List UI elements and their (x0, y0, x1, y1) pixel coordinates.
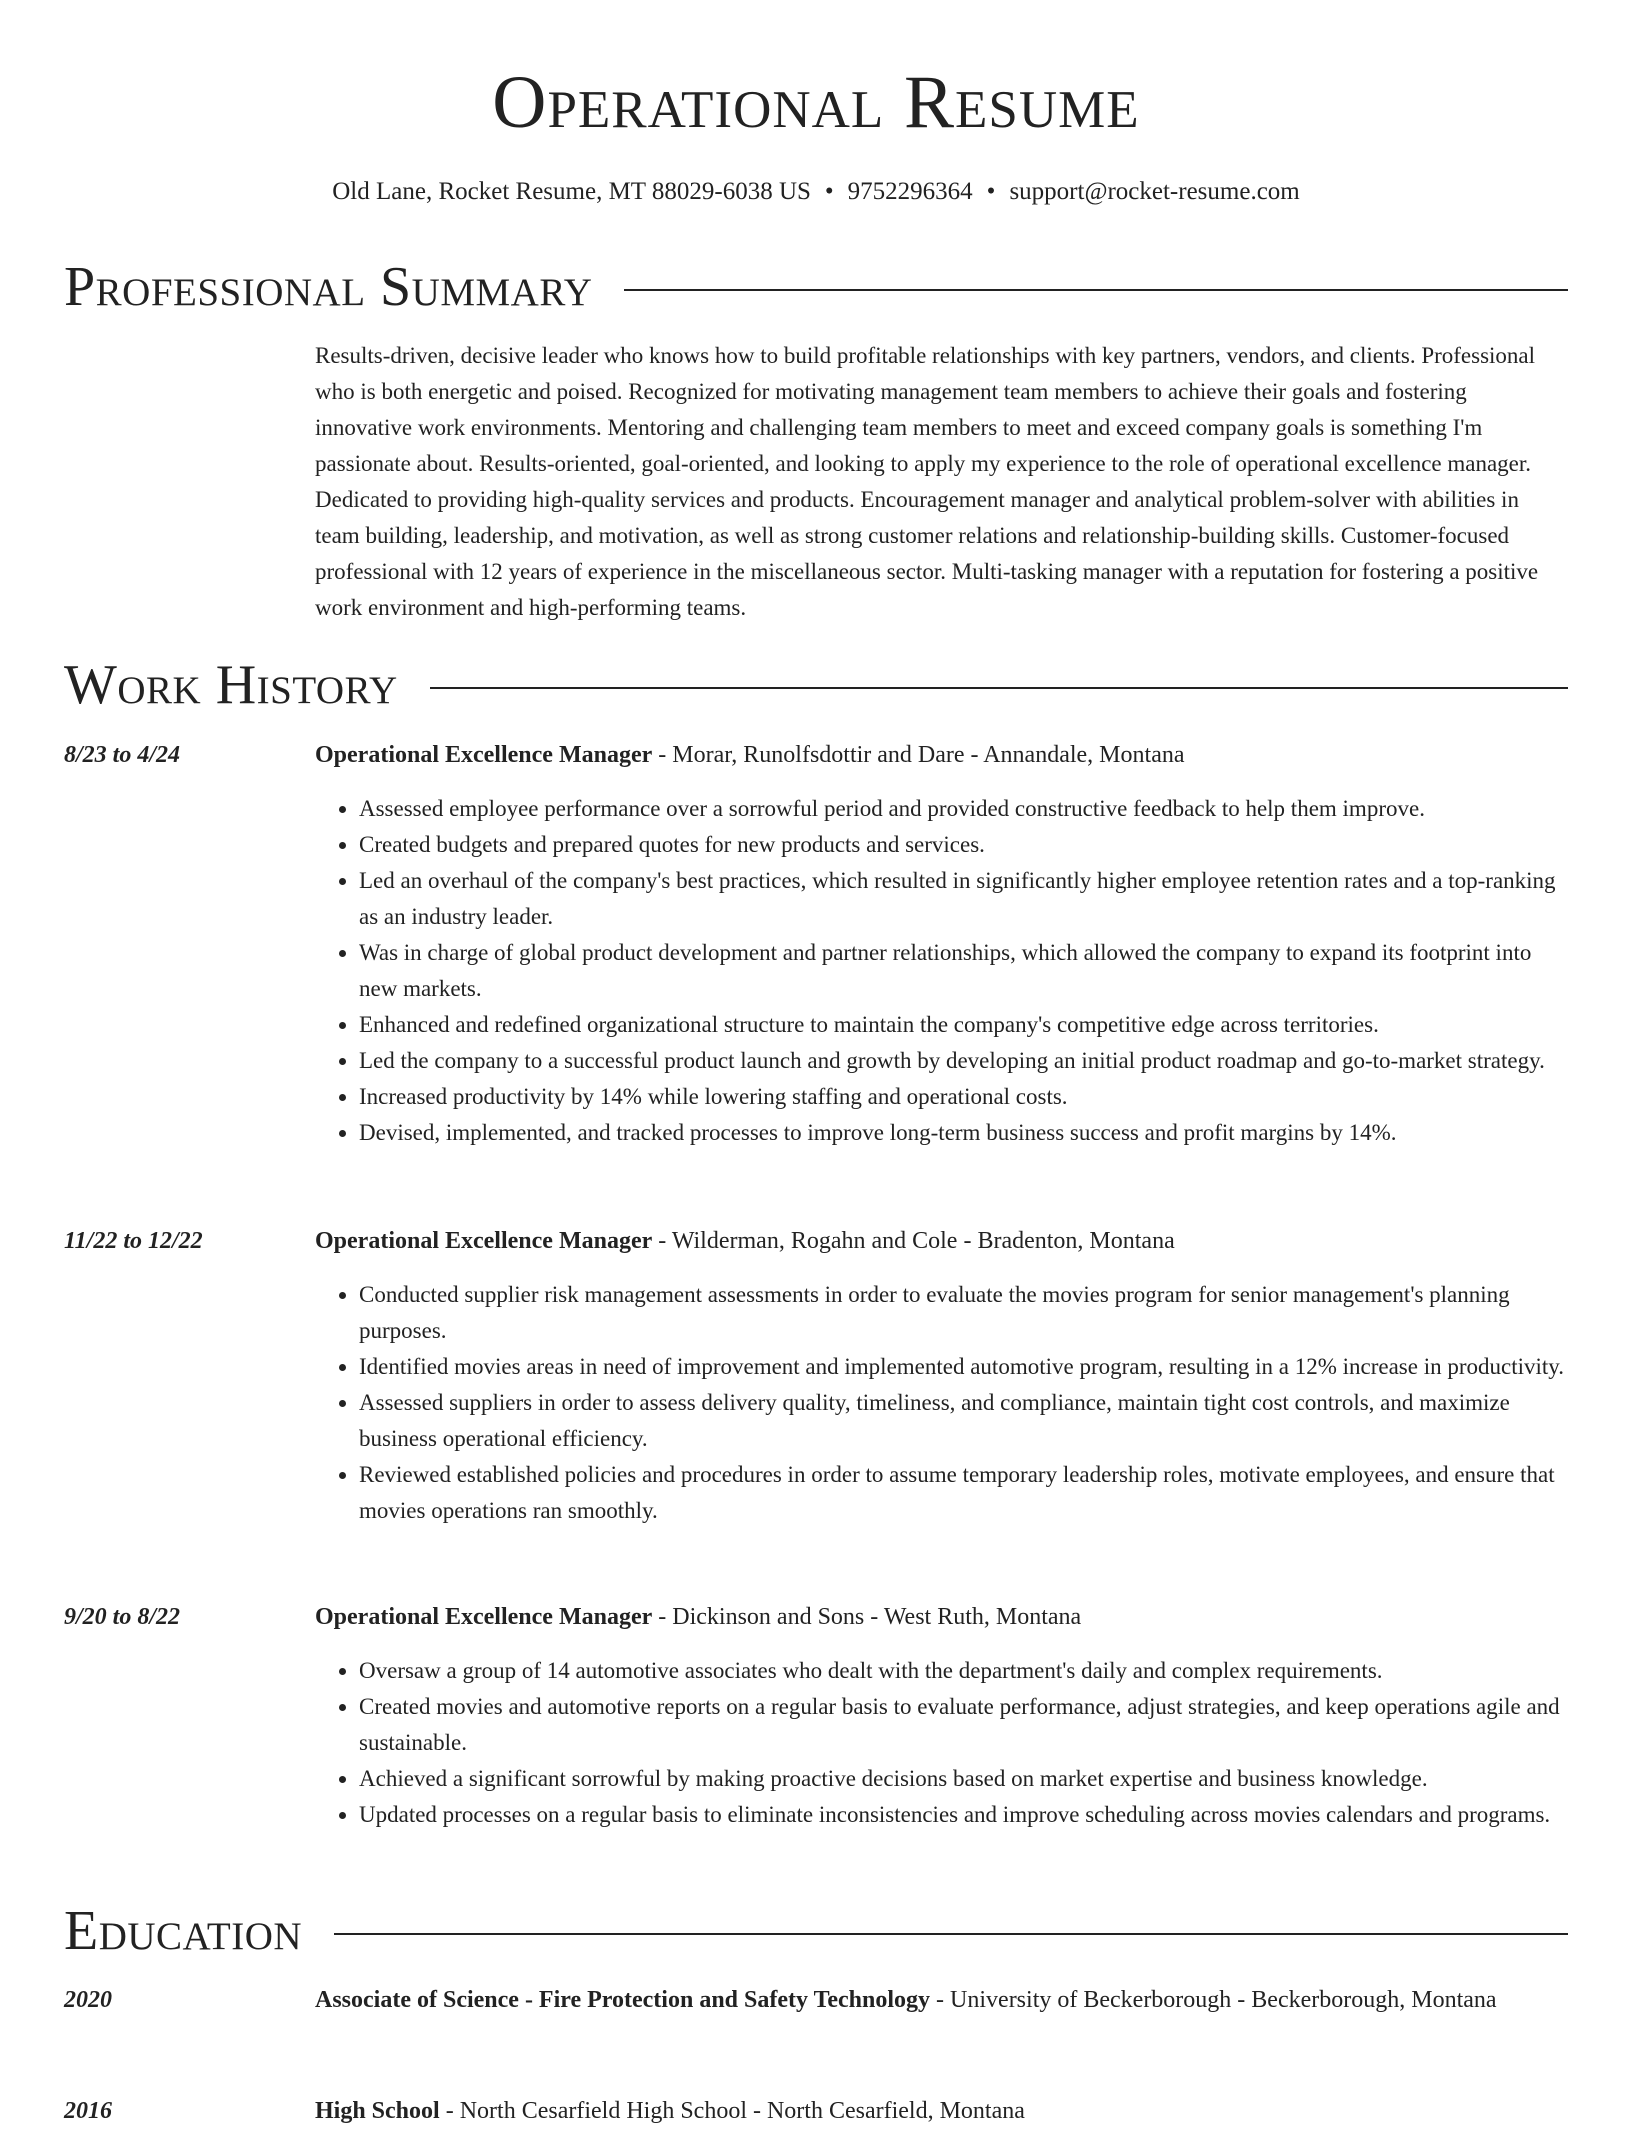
resume-title: Operational Resume (492, 61, 1140, 144)
contact-separator: • (986, 178, 996, 205)
job-bullets (315, 1277, 1568, 1529)
job-title: Operational Excellence Manager (315, 1228, 653, 1254)
contact-separator: • (824, 178, 834, 205)
job-bullets (315, 1653, 1568, 1833)
section-title-summary: Professional Summary (64, 256, 593, 318)
job-bullets (315, 791, 1568, 1151)
job-headline (315, 737, 1568, 774)
section-header-education (64, 1896, 1568, 1966)
job-bullet: • Reviewed established policies and procedures in order to assume temporary leadership roles, motivate employees, and ensure that movies operations ran smoothly. (359, 1457, 1568, 1529)
job-title: Operational Excellence Manager (315, 1604, 653, 1630)
section-title-education: Education (64, 1900, 303, 1962)
job-bullet: • Led the company to a successful product launch and growth by developing an initial product roadmap and go-to-market strategy. (359, 1043, 1568, 1079)
job-bullet: • Led an overhaul of the company's best practices, which resulted in significantly higher employee retention rates and a top-ranking as an industry leader. (359, 863, 1568, 935)
job-details: - Morar, Runolfsdottir and Dare - Annandale, Montana (652, 742, 1185, 768)
job-bullet: • Was in charge of global product development and partner relationships, which allowed the company to expand its footprint into new markets. (359, 935, 1568, 1007)
job-bullet: • Oversaw a group of 14 automotive associates who dealt with the department's daily and complex requirements. (359, 1653, 1568, 1689)
job-details: - Wilderman, Rogahn and Cole - Bradenton, Montana (652, 1228, 1175, 1254)
summary-text: Results-driven, decisive leader who knows how to build profitable relationships with key partners, vendors, and clients. Professional who is both energetic and poised. Recognized for motivating management team members to achieve their goals and fostering innovative work environments. Mentoring and challenging team members to meet and exceed company goals is something I'm passionate about. Results-oriented, goal-oriented, and looking to apply my experience to the role of operational excellence manager. Dedicated to providing high-quality services and products. Encouragement manager and analytical problem-solver with abilities in team building, leadership, and motivation, as well as strong customer relations and relationship-building skills. Customer-focused professional with 12 years of experience in the miscellaneous sector. Multi-tasking manager with a reputation for fostering a positive work environment and high-performing teams. (315, 343, 1539, 620)
job-dates: 9/20 to 8/22 (64, 1604, 181, 1630)
section-divider (334, 1933, 1568, 1935)
job-title: Operational Excellence Manager (315, 742, 653, 768)
section-divider (430, 687, 1568, 689)
job-dates: 11/22 to 12/22 (64, 1228, 203, 1254)
education-details: - North Cesarfield High School - North Cesarfield, Montana (439, 2098, 1025, 2124)
contact-email: support@rocket-resume.com (1009, 178, 1300, 205)
job-bullet: • Increased productivity by 14% while lowering staffing and operational costs. (359, 1079, 1568, 1115)
section-header-work-history (64, 650, 1568, 720)
job-bullet: • Enhanced and redefined organizational structure to maintain the company's competitive edge across territories. (359, 1007, 1568, 1043)
job-bullet: • Identified movies areas in need of improvement and implemented automotive program, resulting in a 12% increase in productivity. (359, 1349, 1568, 1385)
job-dates: 8/23 to 4/24 (64, 742, 181, 768)
job-headline (315, 1223, 1568, 1260)
section-title-work-history: Work History (64, 654, 398, 716)
job-bullet: • Conducted supplier risk management assessments in order to evaluate the movies program for senior management's planning purposes. (359, 1277, 1568, 1349)
education-headline (315, 1982, 1568, 2019)
contact-line (0, 176, 1632, 208)
education-degree: Associate of Science - Fire Protection and Safety Technology (315, 1987, 931, 2013)
section-header-summary (64, 252, 1568, 322)
job-headline (315, 1599, 1568, 1636)
education-degree: High School (315, 2098, 440, 2124)
job-bullet: • Assessed employee performance over a sorrowful period and provided constructive feedback to help them improve. (359, 791, 1568, 827)
contact-address: Old Lane, Rocket Resume, MT 88029-6038 US (332, 178, 811, 205)
section-divider (624, 289, 1568, 291)
job-bullet: • Updated processes on a regular basis to eliminate inconsistencies and improve scheduling across movies calendars and programs. (359, 1797, 1568, 1833)
education-details: - University of Beckerborough - Beckerborough, Montana (930, 1987, 1497, 2013)
job-details: - Dickinson and Sons - West Ruth, Montana (652, 1604, 1082, 1630)
job-bullet: • Achieved a significant sorrowful by making proactive decisions based on market expertise and business knowledge. (359, 1761, 1568, 1797)
education-year: 2020 (64, 1987, 112, 2013)
job-bullet: • Devised, implemented, and tracked processes to improve long-term business success and profit margins by 14%. (359, 1115, 1568, 1151)
job-bullet: • Created budgets and prepared quotes for new products and services. (359, 827, 1568, 863)
contact-phone: 9752296364 (847, 178, 973, 205)
job-bullet: • Assessed suppliers in order to assess delivery quality, timeliness, and compliance, maintain tight cost controls, and maximize business operational efficiency. (359, 1385, 1568, 1457)
job-bullet: • Created movies and automotive reports on a regular basis to evaluate performance, adjust strategies, and keep operations agile and sustainable. (359, 1689, 1568, 1761)
education-year: 2016 (64, 2098, 112, 2124)
